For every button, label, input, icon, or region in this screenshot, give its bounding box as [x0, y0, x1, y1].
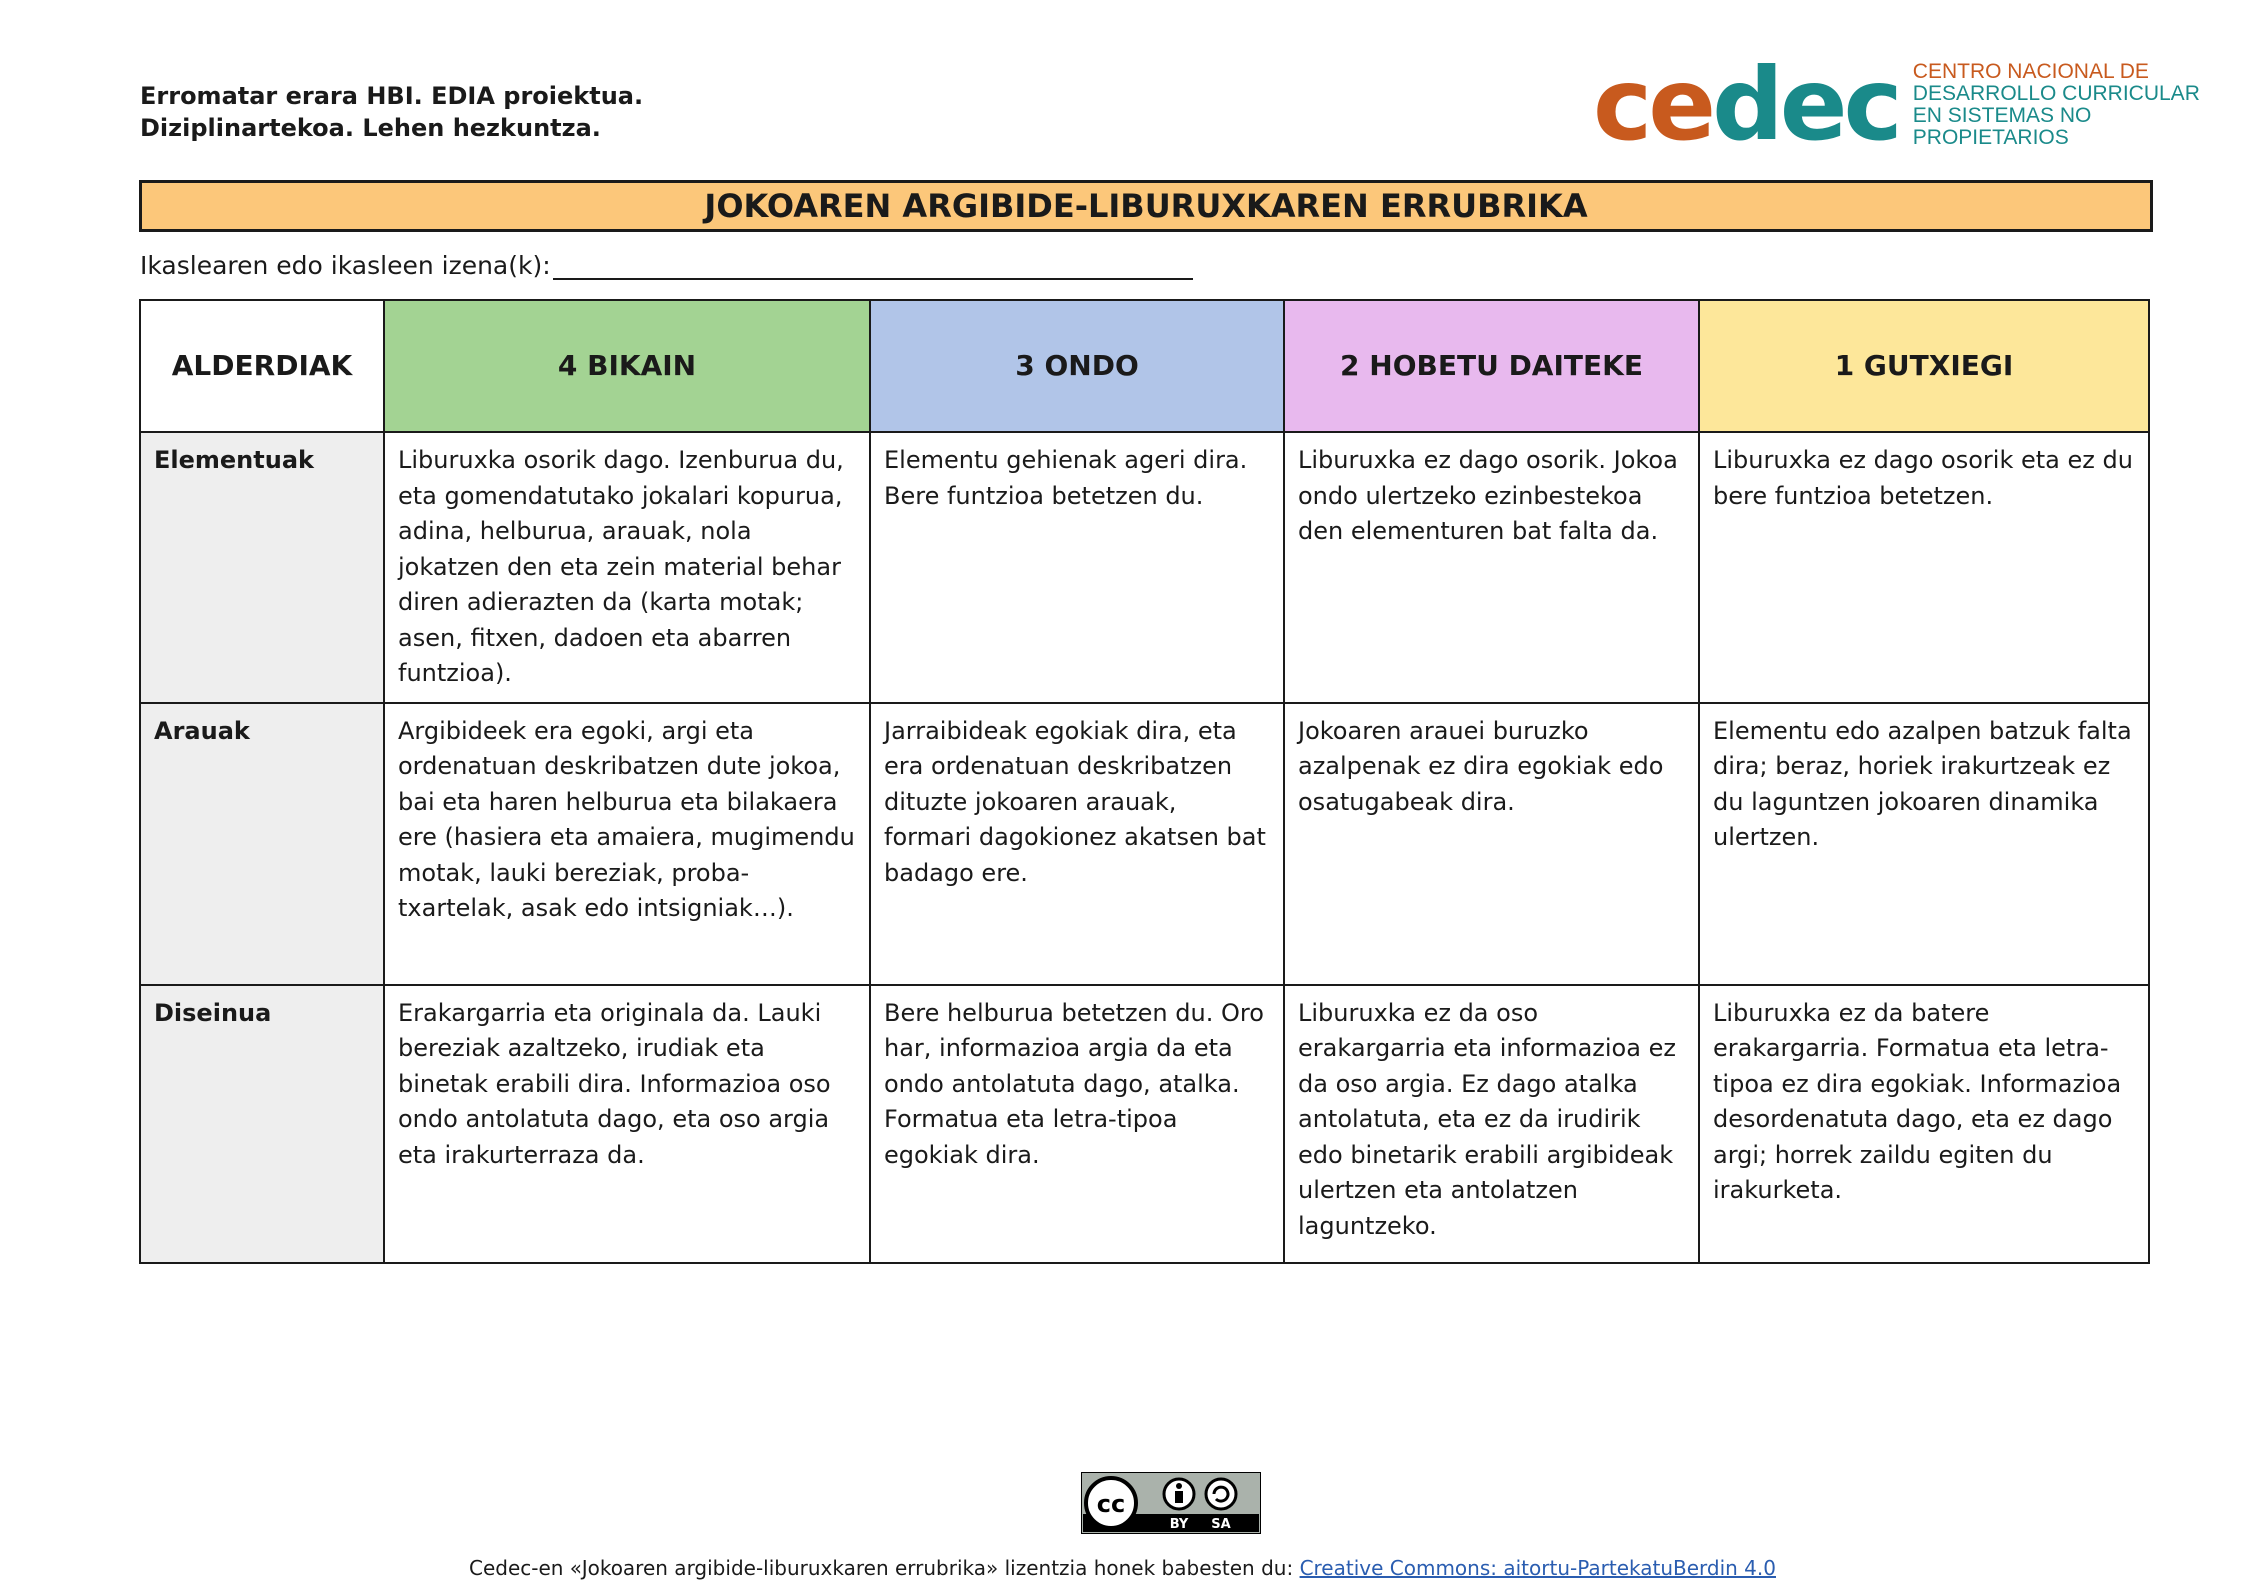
header-level-2: 2 HOBETU DAITEKE: [1284, 300, 1699, 432]
by-label: BY: [1169, 1517, 1189, 1532]
rubric-header-row: [140, 300, 2149, 432]
share-alike-icon: [1206, 1479, 1236, 1509]
rubric-table: [139, 299, 2150, 1264]
cedec-tagline: [1913, 61, 2245, 149]
cc-by-sa-badge: [1081, 1472, 1261, 1534]
cedec-tagline-line-3: EN SISTEMAS NO PROPIETARIOS: [1912, 104, 2092, 149]
criterion-cell: Liburuxka ez dago osorik eta ez du bere funtzioa betetzen.: [1699, 432, 2149, 703]
header-level-4: 4 BIKAIN: [384, 300, 870, 432]
page-title: JOKOAREN ARGIBIDE-LIBURUXKAREN ERRUBRIKA: [139, 180, 2153, 232]
aspect-label: Arauak: [140, 703, 384, 985]
criterion-cell: Erakargarria eta originala da. Lauki bereziak azaltzeko, irudiak eta binetak erabili dira. Informazioa oso ondo antolatuta dago, eta oso argia eta irakurterraza da.: [384, 985, 870, 1263]
cc-icon-text: cc: [1096, 1490, 1126, 1518]
student-name-field: [140, 251, 1193, 280]
header-aspects: ALDERDIAK: [140, 300, 384, 432]
header-level-3: 3 ONDO: [870, 300, 1284, 432]
subtitle-line-2: Diziplinartekoa. Lehen hezkuntza.: [140, 114, 601, 142]
rubric-row-arauak: [140, 703, 2149, 985]
rubric-row-elementuak: [140, 432, 2149, 703]
cedec-wordmark-part2: dec: [1712, 46, 1899, 163]
criterion-cell: Argibideek era egoki, argi eta ordenatuan deskribatzen dute jokoa, bai eta haren helburua eta bilakaera ere (hasiera eta amaiera, mugimendu motak, lauki bereziak, proba-txartelak, asak edo intsigniak…).: [384, 703, 870, 985]
criterion-cell: Liburuxka ez da oso erakargarria eta informazioa ez da oso argia. Ez dago atalka antolatuta, eta ez da irudirik edo binetarik erabili argibideak ulertzen eta antolatzen laguntzeko.: [1284, 985, 1699, 1263]
cedec-wordmark-part1: ce: [1593, 46, 1713, 163]
aspect-label: Elementuak: [140, 432, 384, 703]
criterion-cell: Jarraibideak egokiak dira, eta era ordenatuan deskribatzen dituzte jokoaren arauak, formari dagokionez akatsen bat badago ere.: [870, 703, 1284, 985]
license-text: Cedec-en «Jokoaren argibide-liburuxkaren errubrika» lizentzia honek babesten du:: [468, 1556, 1300, 1580]
criterion-cell: Elementu edo azalpen batzuk falta dira; beraz, horiek irakurtzeak ez du laguntzen jokoaren dinamika ulertzen.: [1699, 703, 2149, 985]
sa-label: SA: [1211, 1517, 1231, 1532]
student-name-blank[interactable]: [553, 252, 1193, 280]
aspect-label: Diseinua: [140, 985, 384, 1263]
document-subtitle: [140, 80, 643, 144]
header-level-1: 1 GUTXIEGI: [1699, 300, 2149, 432]
cedec-tagline-line-1: CENTRO NACIONAL DE: [1912, 60, 2149, 83]
criterion-cell: Elementu gehienak ageri dira. Bere funtzioa betetzen du.: [870, 432, 1284, 703]
license-link[interactable]: Creative Commons: aitortu-PartekatuBerdin 4.0: [1299, 1556, 1776, 1580]
rubric-row-diseinua: [140, 985, 2149, 1263]
license-footer: [0, 1556, 2245, 1580]
criterion-cell: Liburuxka osorik dago. Izenburua du, eta gomendatutako jokalari kopurua, adina, helburua, arauak, nola jokatzen den eta zein material behar diren adierazten da (karta motak; asen, fitxen, dadoen eta abarren funtzioa).: [384, 432, 870, 703]
criterion-cell: Liburuxka ez da batere erakargarria. Formatua eta letra-tipoa ez dira egokiak. Informazioa desordenatuta dago, eta ez dago argi; horrek zaildu egiten du irakurketa.: [1699, 985, 2149, 1263]
criterion-cell: Bere helburua betetzen du. Oro har, informazioa argia da eta ondo antolatuta dago, atalka. Formatua eta letra-tipoa egokiak dira.: [870, 985, 1284, 1263]
criterion-cell: Jokoaren arauei buruzko azalpenak ez dira egokiak edo osatugabeak dira.: [1284, 703, 1699, 985]
subtitle-line-1: Erromatar erara HBI. EDIA proiektua.: [140, 82, 644, 110]
criterion-cell: Liburuxka ez dago osorik. Jokoa ondo ulertzeko ezinbestekoa den elementuren bat falta da.: [1284, 432, 1699, 703]
cedec-tagline-line-2: DESARROLLO CURRICULAR: [1912, 82, 2200, 105]
cedec-logo: [1593, 46, 2245, 163]
cedec-wordmark: [1593, 46, 1899, 163]
student-name-label: Ikaslearen edo ikasleen izena(k):: [140, 251, 551, 280]
